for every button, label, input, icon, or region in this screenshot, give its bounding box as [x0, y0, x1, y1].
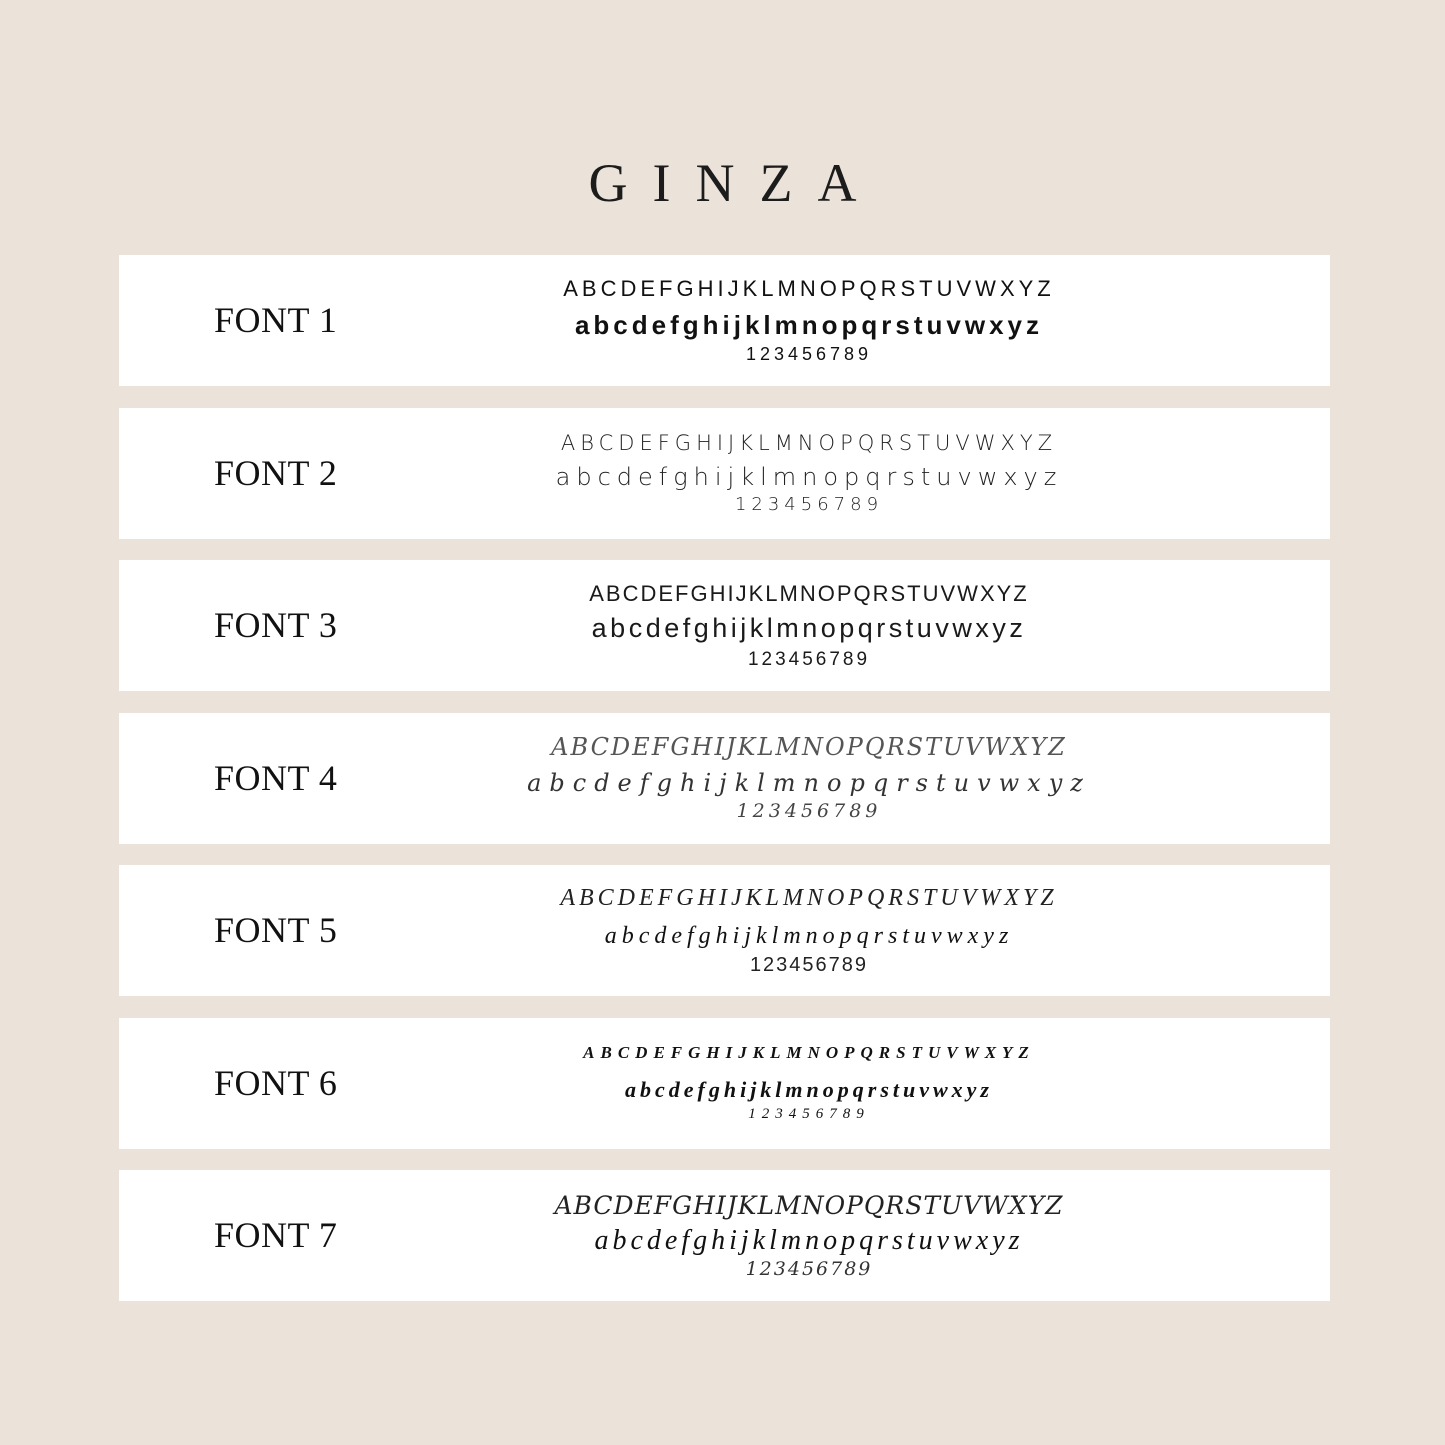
font-label: FONT 6 — [214, 1062, 338, 1103]
font-label: FONT 2 — [214, 452, 338, 493]
font-sample — [449, 713, 1169, 844]
digits-sample: 123456789 — [748, 1106, 870, 1122]
font-row-1 — [119, 255, 1330, 386]
uppercase-alphabet: ABCDEFGHIJKLMNOPQRSTUVWXYZ — [589, 580, 1029, 606]
uppercase-alphabet: ABCDEFGHIJKLMNOPQRSTUVWXYZ — [560, 430, 1058, 455]
digits-sample: 123456789 — [745, 1257, 873, 1280]
font-row-5 — [119, 865, 1330, 996]
lowercase-alphabet: abcdefghijklmnopqrstuvwxyz — [527, 769, 1091, 798]
font-sample — [449, 408, 1169, 539]
lowercase-alphabet: abcdefghijklmnopqrstuvwxyz — [604, 923, 1014, 949]
digits-sample: 123456789 — [736, 800, 882, 823]
lowercase-alphabet: abcdefghijklmnopqrstuvwxyz — [624, 1076, 993, 1102]
font-sample — [449, 1018, 1169, 1149]
digits-sample: 123456789 — [747, 648, 871, 670]
font-row-3 — [119, 560, 1330, 691]
font-label: FONT 7 — [214, 1215, 338, 1255]
font-sample — [449, 865, 1169, 996]
lowercase-alphabet: abcdefghijklmnopqrstuvwxyz — [594, 1224, 1024, 1256]
digits-sample: 123456789 — [745, 344, 873, 365]
font-row-4 — [119, 713, 1330, 844]
lowercase-alphabet: abcdefghijklmnopqrstuvwxyz — [591, 613, 1027, 643]
lowercase-alphabet: abcdefghijklmnopqrstuvwxyz — [574, 309, 1044, 340]
font-label: FONT 4 — [214, 757, 338, 798]
uppercase-alphabet: ABCDEFGHIJKLMNOPQRSTUVWXYZ — [583, 1043, 1035, 1063]
brand-logo: GINZA — [588, 153, 882, 213]
digits-sample: 123456789 — [749, 954, 869, 976]
lowercase-alphabet: abcdefghijklmnopqrstuvwxyz — [555, 462, 1063, 491]
font-label: FONT 3 — [214, 605, 338, 645]
uppercase-alphabet: ABCDEFGHIJKLMNOPQRSTUVWXYZ — [554, 1190, 1064, 1220]
font-row-7 — [119, 1170, 1330, 1301]
uppercase-alphabet: ABCDEFGHIJKLMNOPQRSTUVWXYZ — [551, 733, 1067, 762]
font-label: FONT 1 — [214, 300, 338, 340]
font-sample — [449, 560, 1169, 691]
uppercase-alphabet: ABCDEFGHIJKLMNOPQRSTUVWXYZ — [563, 276, 1055, 302]
font-label: FONT 5 — [214, 910, 338, 950]
font-sample — [449, 1170, 1169, 1301]
font-sample — [449, 255, 1169, 386]
font-row-6 — [119, 1018, 1330, 1149]
font-row-2 — [119, 408, 1330, 539]
digits-sample: 123456789 — [734, 493, 884, 515]
uppercase-alphabet: ABCDEFGHIJKLMNOPQRSTUVWXYZ — [560, 885, 1058, 911]
font-sample-list — [119, 255, 1330, 1301]
